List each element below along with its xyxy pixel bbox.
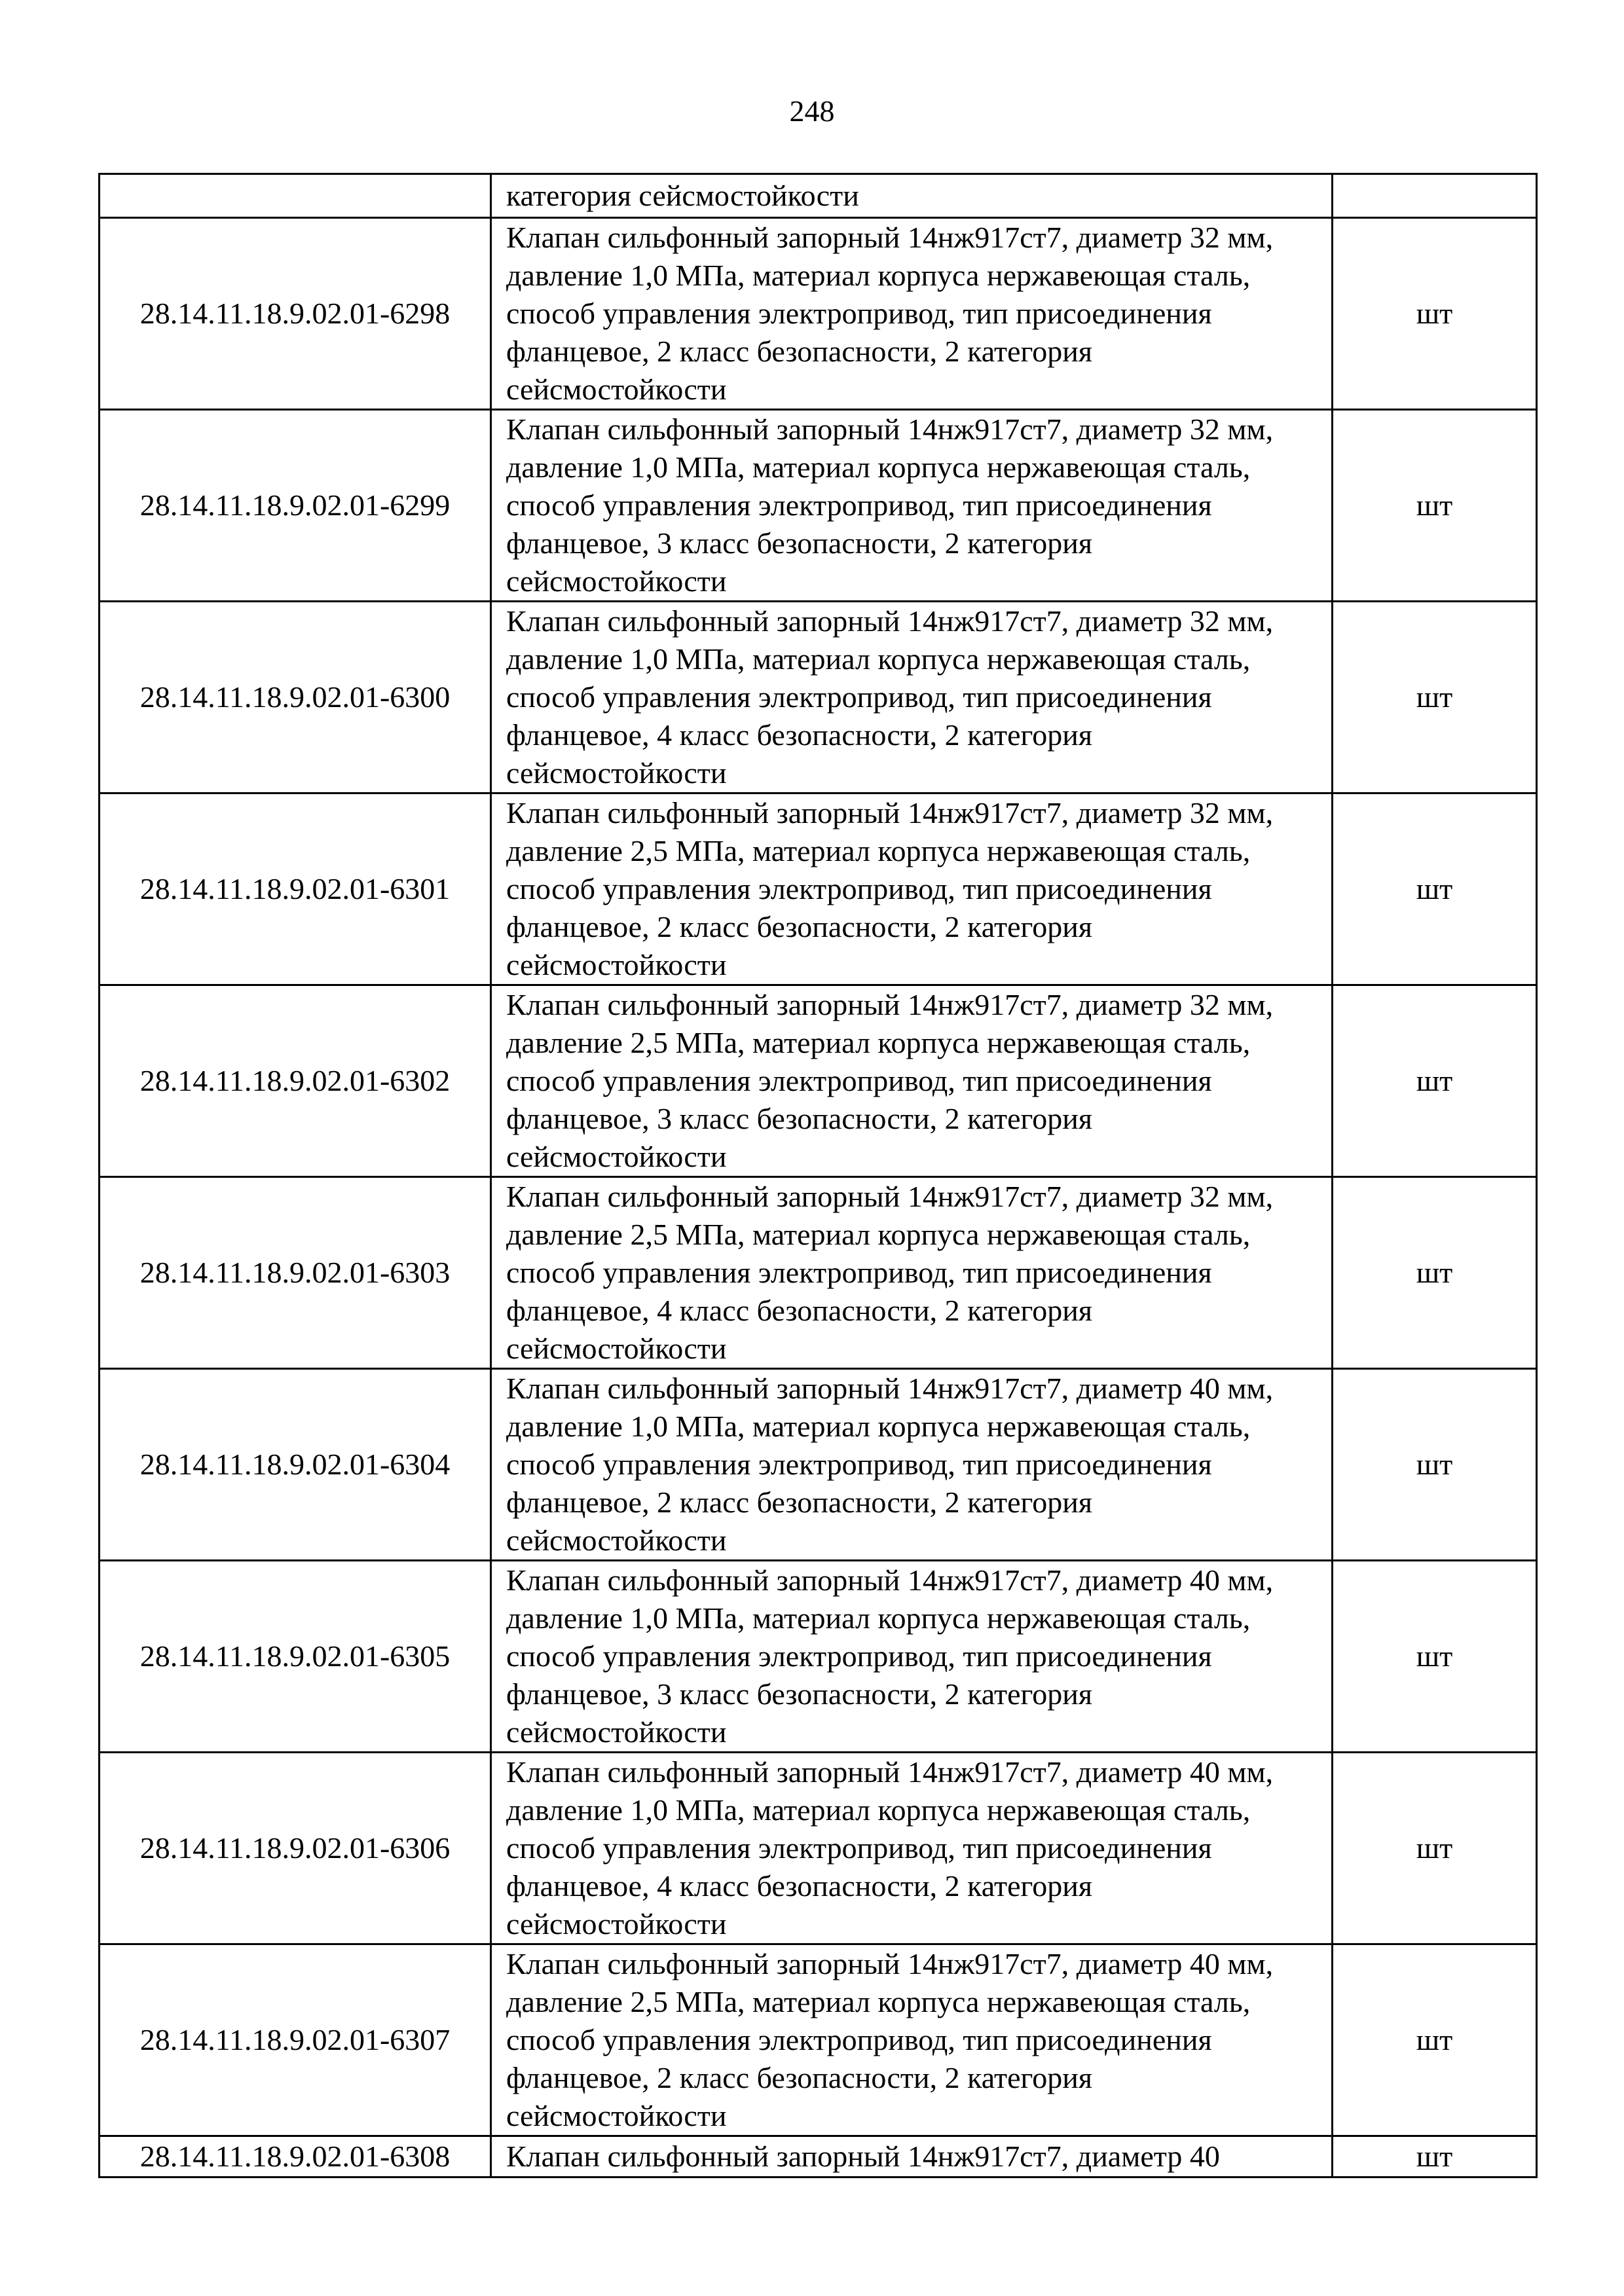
resource-table [98, 173, 1538, 2178]
table-row [100, 985, 1537, 1177]
unit-cell: шт [1333, 985, 1537, 1177]
table-row [100, 1944, 1537, 2136]
unit-cell: шт [1333, 1177, 1537, 1369]
table-row [100, 1177, 1537, 1369]
unit-cell: шт [1333, 1753, 1537, 1944]
code-cell [100, 174, 491, 218]
name-cell: Клапан сильфонный запорный 14нж917ст7, диаметр 32 мм, давление 2,5 МПа, материал корпуса нержавеющая сталь, способ управления электропривод, тип присоединения фланцевое, 4 класс безопасности, 2 категория сейсмостойкости [491, 1177, 1333, 1369]
code-cell: 28.14.11.18.9.02.01-6298 [100, 218, 491, 410]
code-cell: 28.14.11.18.9.02.01-6303 [100, 1177, 491, 1369]
unit-cell: шт [1333, 1561, 1537, 1753]
table-row [100, 793, 1537, 985]
unit-cell: шт [1333, 602, 1537, 793]
unit-cell: шт [1333, 410, 1537, 602]
name-cell: Клапан сильфонный запорный 14нж917ст7, диаметр 40 [491, 2136, 1333, 2178]
name-cell: Клапан сильфонный запорный 14нж917ст7, диаметр 40 мм, давление 1,0 МПа, материал корпуса нержавеющая сталь, способ управления электропривод, тип присоединения фланцевое, 2 класс безопасности, 2 категория сейсмостойкости [491, 1369, 1333, 1561]
code-cell: 28.14.11.18.9.02.01-6308 [100, 2136, 491, 2178]
name-cell: Клапан сильфонный запорный 14нж917ст7, диаметр 40 мм, давление 1,0 МПа, материал корпуса нержавеющая сталь, способ управления электропривод, тип присоединения фланцевое, 4 класс безопасности, 2 категория сейсмостойкости [491, 1753, 1333, 1944]
code-cell: 28.14.11.18.9.02.01-6306 [100, 1753, 491, 1944]
table-row-continuation [100, 174, 1537, 218]
name-cell: Клапан сильфонный запорный 14нж917ст7, диаметр 32 мм, давление 1,0 МПа, материал корпуса нержавеющая сталь, способ управления электропривод, тип присоединения фланцевое, 2 класс безопасности, 2 категория сейсмостойкости [491, 218, 1333, 410]
unit-cell: шт [1333, 2136, 1537, 2178]
unit-cell [1333, 174, 1537, 218]
name-cell: категория сейсмостойкости [491, 174, 1333, 218]
code-cell: 28.14.11.18.9.02.01-6307 [100, 1944, 491, 2136]
table-row [100, 1753, 1537, 1944]
code-cell: 28.14.11.18.9.02.01-6299 [100, 410, 491, 602]
name-cell: Клапан сильфонный запорный 14нж917ст7, диаметр 32 мм, давление 2,5 МПа, материал корпуса нержавеющая сталь, способ управления электропривод, тип присоединения фланцевое, 2 класс безопасности, 2 категория сейсмостойкости [491, 793, 1333, 985]
code-cell: 28.14.11.18.9.02.01-6301 [100, 793, 491, 985]
table-row [100, 1561, 1537, 1753]
code-cell: 28.14.11.18.9.02.01-6305 [100, 1561, 491, 1753]
page-number: 248 [789, 94, 835, 128]
table-row [100, 1369, 1537, 1561]
table-row-last [100, 2136, 1537, 2178]
name-cell: Клапан сильфонный запорный 14нж917ст7, диаметр 40 мм, давление 1,0 МПа, материал корпуса нержавеющая сталь, способ управления электропривод, тип присоединения фланцевое, 3 класс безопасности, 2 категория сейсмостойкости [491, 1561, 1333, 1753]
table-row [100, 410, 1537, 602]
name-cell: Клапан сильфонный запорный 14нж917ст7, диаметр 32 мм, давление 1,0 МПа, материал корпуса нержавеющая сталь, способ управления электропривод, тип присоединения фланцевое, 4 класс безопасности, 2 категория сейсмостойкости [491, 602, 1333, 793]
name-cell: Клапан сильфонный запорный 14нж917ст7, диаметр 40 мм, давление 2,5 МПа, материал корпуса нержавеющая сталь, способ управления электропривод, тип присоединения фланцевое, 2 класс безопасности, 2 категория сейсмостойкости [491, 1944, 1333, 2136]
table-row [100, 218, 1537, 410]
unit-cell: шт [1333, 1369, 1537, 1561]
code-cell: 28.14.11.18.9.02.01-6300 [100, 602, 491, 793]
code-cell: 28.14.11.18.9.02.01-6302 [100, 985, 491, 1177]
name-cell: Клапан сильфонный запорный 14нж917ст7, диаметр 32 мм, давление 1,0 МПа, материал корпуса нержавеющая сталь, способ управления электропривод, тип присоединения фланцевое, 3 класс безопасности, 2 категория сейсмостойкости [491, 410, 1333, 602]
unit-cell: шт [1333, 1944, 1537, 2136]
code-cell: 28.14.11.18.9.02.01-6304 [100, 1369, 491, 1561]
unit-cell: шт [1333, 218, 1537, 410]
table-row [100, 602, 1537, 793]
name-cell: Клапан сильфонный запорный 14нж917ст7, диаметр 32 мм, давление 2,5 МПа, материал корпуса нержавеющая сталь, способ управления электропривод, тип присоединения фланцевое, 3 класс безопасности, 2 категория сейсмостойкости [491, 985, 1333, 1177]
unit-cell: шт [1333, 793, 1537, 985]
